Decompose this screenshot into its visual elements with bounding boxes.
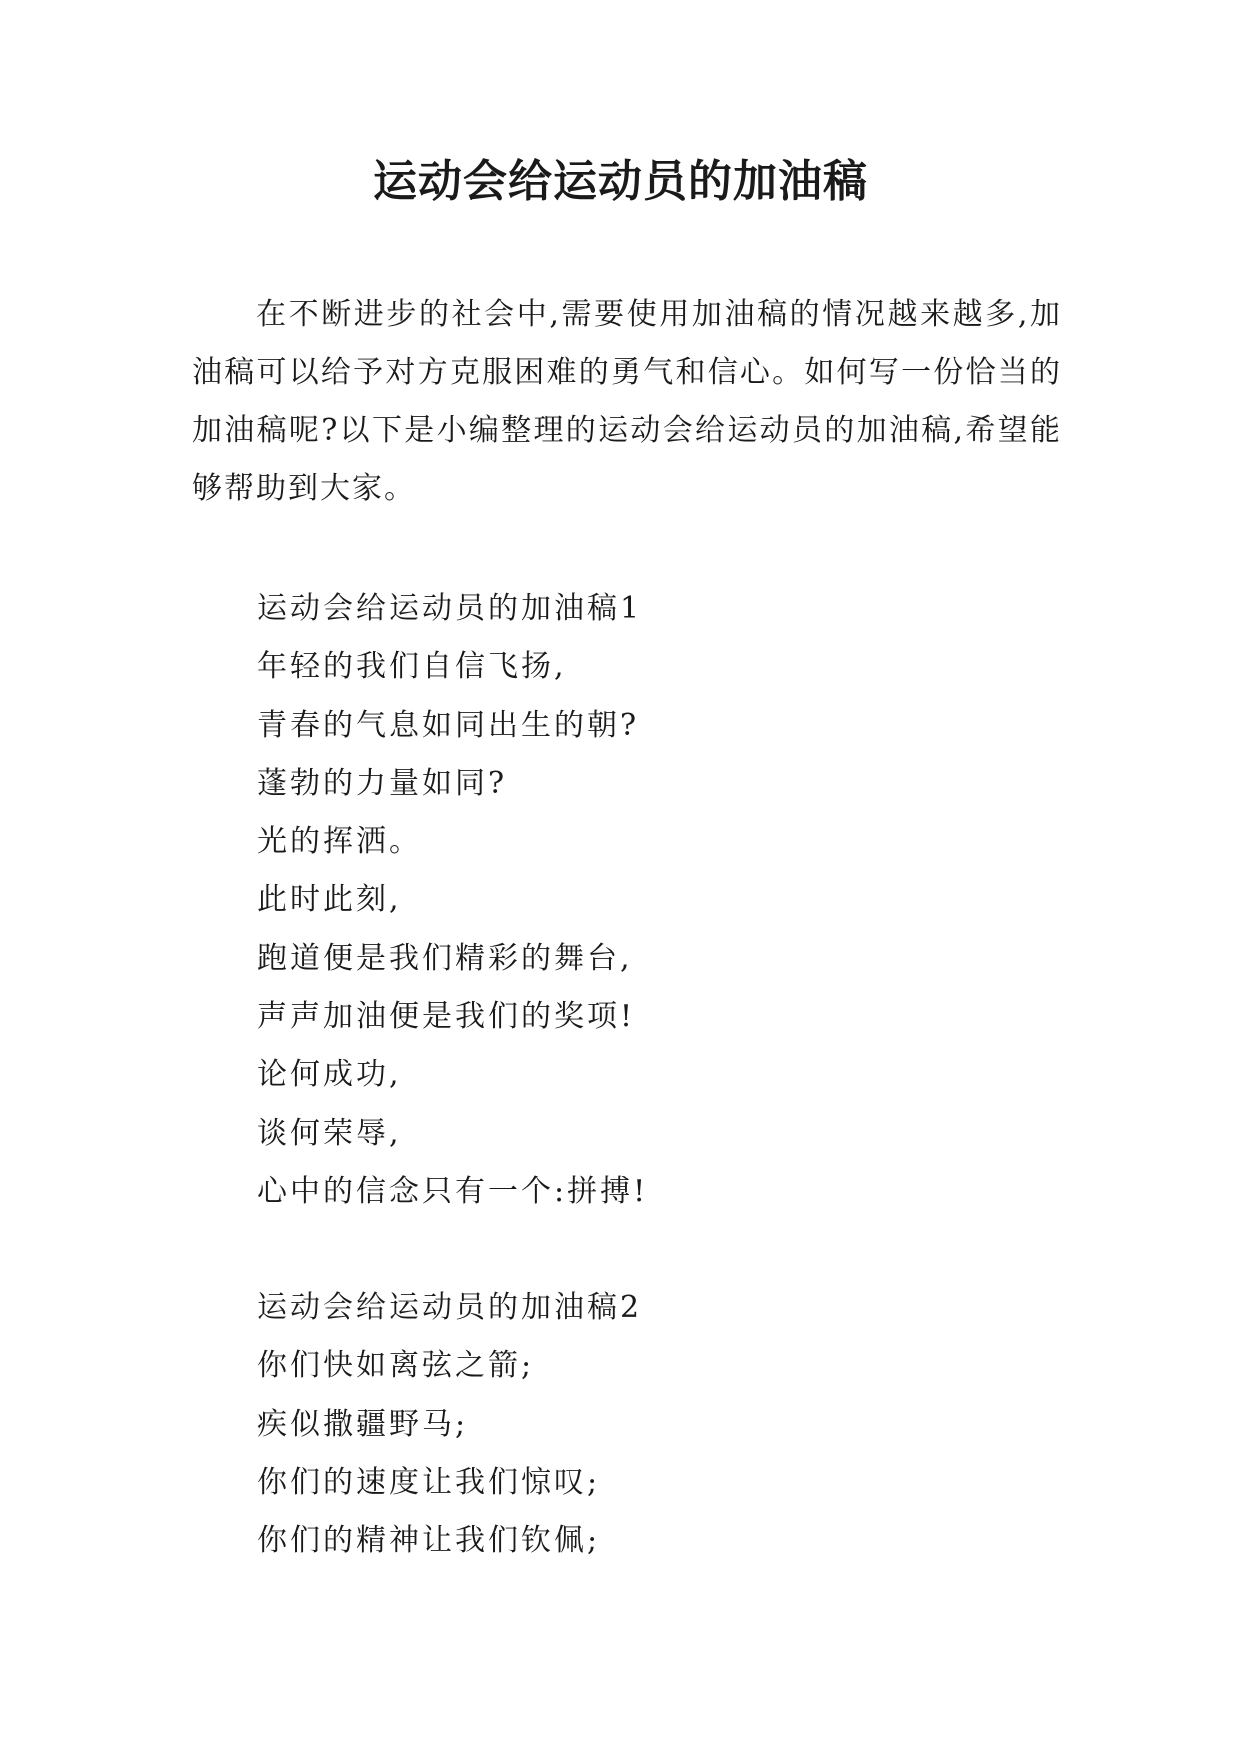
poem-line: 你们的速度让我们惊叹; — [257, 1464, 601, 1500]
document-title: 运动会给运动员的加油稿 — [373, 156, 868, 207]
intro-paragraph: 在不断进步的社会中,需要使用加油稿的情况越来越多,加油稿可以给予对方克服困难的勇气和信心。如何写一份恰当的加油稿呢?以下是小编整理的运动会给运动员的加油稿,希望能够帮助到大家。 — [192, 297, 1062, 506]
poem-line: 谈何荣辱, — [257, 1115, 402, 1151]
poem-line: 此时此刻, — [257, 882, 402, 918]
poem-line: 疾似撒疆野马; — [257, 1406, 469, 1442]
section-heading: 运动会给运动员的加油稿1 — [257, 591, 643, 626]
poem-line: 年轻的我们自信飞扬, — [257, 649, 567, 685]
poem-line: 光的挥洒。 — [257, 824, 422, 860]
section-1 — [257, 580, 1057, 1221]
poem-line: 你们的精神让我们钦佩; — [257, 1523, 601, 1559]
poem-line: 心中的信念只有一个:拼搏! — [257, 1173, 649, 1209]
poem-line: 蓬勃的力量如同? — [257, 765, 508, 801]
poem-line: 论何成功, — [257, 1057, 402, 1093]
poem-line: 你们快如离弦之箭; — [257, 1348, 535, 1384]
poem-line: 跑道便是我们精彩的舞台, — [257, 940, 633, 976]
poem-line: 青春的气息如同出生的朝? — [257, 707, 640, 743]
poem-line: 声声加油便是我们的奖项! — [257, 999, 636, 1035]
section-2 — [257, 1279, 1057, 1570]
section-heading: 运动会给运动员的加油稿2 — [257, 1290, 643, 1325]
